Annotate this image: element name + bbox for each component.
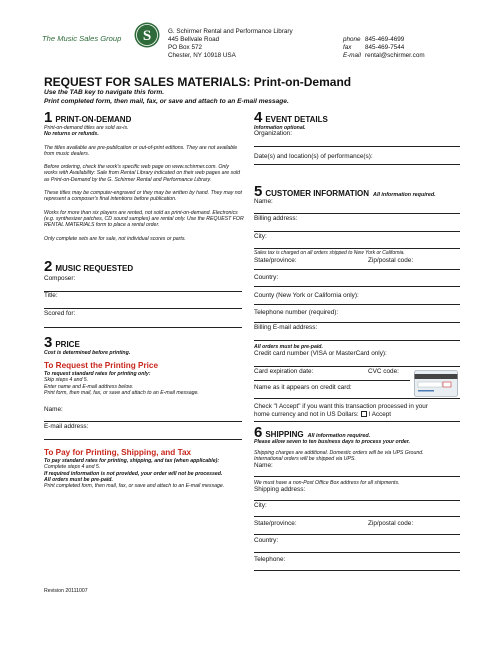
email-value: rental@schirmer.com [365, 52, 425, 59]
text-paragraph: Works for more than six players are rented, not sold as print-on-demand. Electronics (e.g. synthesizer patches, CD sound samples) are rental only. Use the REQUEST FOR RENTAL MATERIALS form to place a rental order. [44, 209, 244, 229]
shipping-city-label: City: [254, 502, 267, 509]
billing-state-label: State/province: [254, 257, 297, 264]
text-line: Enter name and E-mail address below. [44, 383, 134, 390]
scored-for-label: Scored for: [44, 310, 76, 317]
price-email-label: E-mail address: [44, 423, 89, 430]
billing-address-field[interactable] [254, 215, 460, 231]
billing-city-label: City: [254, 233, 267, 240]
text-line: Check "I Accept" if you want this transaction processed in your [254, 403, 428, 410]
text-line: Shipping charges are additional. Domestic orders will be via UPS Ground. [254, 450, 424, 456]
i-accept-checkbox[interactable] [361, 411, 367, 417]
cvc-field[interactable] [368, 368, 410, 380]
credit-card-cvc-icon [414, 370, 458, 397]
name-on-card-field[interactable] [254, 382, 410, 398]
currency-accept-text [254, 403, 428, 419]
form-title: REQUEST FOR SALES MATERIALS: Print-on-Demand [44, 75, 352, 89]
county-field[interactable] [254, 288, 460, 304]
telephone-field[interactable] [254, 306, 460, 322]
card-number-label: Credit card number (VISA or MasterCard only): [254, 350, 387, 357]
price-name-field[interactable] [44, 403, 242, 421]
company-logo [42, 34, 142, 46]
text-line: Print-on-demand titles are sold as-is. [44, 125, 129, 131]
svg-text:S: S [142, 28, 152, 44]
text-line: No returns or refunds. [44, 131, 99, 138]
email-label: E-mail [343, 52, 361, 59]
shipping-country-field[interactable] [254, 536, 460, 552]
card-expiration-label: Card expiration date: [254, 368, 314, 375]
phone-label: phone [343, 36, 361, 43]
telephone-label: Telephone number (required): [254, 309, 339, 316]
text-line: If required information is not provided, your order will not be processed. [44, 470, 223, 477]
shipping-address-label: Shipping address: [254, 486, 306, 493]
shipping-name-label: Name: [254, 462, 273, 469]
billing-zip-label: Zip/postal code: [368, 257, 414, 264]
shipping-state-label: State/province: [254, 520, 297, 527]
customer-name-field[interactable] [254, 198, 460, 213]
event-note: Information optional. [254, 125, 306, 131]
composer-field[interactable] [44, 275, 242, 291]
cvc-label: CVC code: [368, 368, 399, 375]
shipping-zip-field[interactable] [368, 518, 460, 534]
text-line: International orders will be shipped via UPS. [254, 456, 356, 463]
text-paragraph: Before ordering, check the work's specific web page on www.schirmer.com. Only works with Availability: Sale from Rental Library indicated on their web pages are sold as Print-on-Demand by the G. Schirmer Rental and Performance Library. [44, 164, 241, 183]
dates-label: Date(s) and location(s) of performance(s): [254, 153, 373, 160]
billing-country-field[interactable] [254, 270, 460, 286]
section-2-header [44, 258, 133, 276]
pay-text [44, 458, 249, 489]
text-line: Print form, then mail, fax, or save and attach to an E-mail message. [44, 389, 199, 396]
organization-label: Organization: [254, 130, 293, 137]
county-label: County (New York or California only): [254, 292, 359, 299]
billing-country-label: Country: [254, 274, 279, 281]
company-address-block [168, 28, 293, 60]
card-expiration-field[interactable] [254, 368, 364, 380]
billing-email-field[interactable] [254, 324, 460, 340]
shipping-city-field[interactable] [254, 502, 460, 516]
section-1-text [44, 125, 244, 242]
section-title: PRICE [55, 340, 80, 349]
shipping-name-field[interactable] [254, 462, 460, 476]
organization-field[interactable] [254, 130, 460, 146]
revision-note: Revision 20111007 [44, 588, 88, 594]
section-title: SHIPPING [265, 430, 304, 439]
text-paragraph: These titles may be computer-engraved or they may be written by hand. They may not represent a composer's final intentions before publication. [44, 190, 242, 203]
card-number-field[interactable] [254, 350, 460, 366]
shipping-zip-label: Zip/postal code: [368, 520, 414, 527]
fax-label: fax [343, 44, 352, 51]
form-subtitle: Print completed form, then mail, fax, or save and attach to an E-mail message. [44, 98, 289, 105]
price-note: Cost is determined before printing. [44, 350, 131, 356]
billing-state-field[interactable] [254, 257, 364, 269]
name-on-card-label: Name as it appears on credit card: [254, 384, 352, 391]
text-line: All orders must be pre-paid. [44, 476, 113, 483]
section-number: 1 [44, 109, 53, 126]
section-number: 3 [44, 334, 53, 351]
contact-block [343, 36, 425, 60]
text-paragraph: Only complete sets are for sale, not individual scores or parts. [44, 235, 186, 242]
po-box-note: We must have a non-Post Office Box address for all shipments. [254, 480, 400, 486]
price-email-field[interactable] [44, 423, 242, 439]
section-title: CUSTOMER INFORMATION [265, 189, 370, 198]
text-line: To request standard rates for printing only: [44, 371, 151, 377]
request-price-heading: To Request the Printing Price [44, 361, 159, 370]
billing-city-field[interactable] [254, 233, 460, 248]
shipping-country-label: Country: [254, 537, 279, 544]
text-paragraph: The titles available are pre-publication or out-of-print editions. They are not available from music dealers. [44, 144, 238, 157]
section-number: 2 [44, 258, 53, 275]
shipping-charges-note [254, 450, 424, 463]
shipping-state-field[interactable] [254, 518, 364, 534]
billing-address-label: Billing address: [254, 215, 298, 222]
pay-heading: To Pay for Printing, Shipping, and Tax [44, 448, 192, 457]
section-note: All information required. [373, 192, 436, 198]
text-line: Print completed form, then mail, fax, or save and attach to an E-mail message. [44, 483, 225, 490]
fax-value: 845-469-7544 [365, 44, 405, 51]
text-line: home currency and not in US Dollars: [254, 411, 359, 418]
section-number: 4 [254, 109, 263, 126]
price-name-label: Name: [44, 406, 63, 413]
shipping-address-field[interactable] [254, 486, 460, 500]
composer-label: Composer: [44, 275, 76, 282]
shipping-telephone-label: Telephone: [254, 556, 286, 563]
dates-field[interactable] [254, 148, 460, 164]
section-title: PRINT-ON-DEMAND [55, 115, 132, 124]
address-line: 445 Bellvale Road [168, 36, 220, 43]
text-line: Skip steps 4 and 5. [44, 377, 89, 384]
prepaid-note: All orders must be pre-paid. [254, 344, 323, 350]
billing-email-label: Billing E-mail address: [254, 324, 318, 331]
address-line: Chester, NY 10918 USA [168, 52, 236, 59]
section-title: EVENT DETAILS [265, 115, 328, 124]
billing-zip-field[interactable] [368, 257, 460, 269]
customer-name-label: Name: [254, 198, 273, 205]
section-note: All information required. [307, 433, 371, 439]
section-number: 5 [254, 183, 263, 200]
request-price-text [44, 371, 249, 396]
shipping-telephone-field[interactable] [254, 554, 460, 570]
phone-value: 845-469-4699 [365, 36, 405, 43]
sales-tax-note: Sales tax is charged on all orders shipped to New York or California. [254, 250, 405, 256]
logo-text: The Music Sales Group [42, 34, 122, 43]
scored-for-field[interactable] [44, 310, 242, 327]
address-line: PO Box 572 [168, 44, 202, 51]
text-line: Complete steps 4 and 5. [44, 464, 101, 471]
section-number: 6 [254, 424, 263, 441]
title-field[interactable] [44, 292, 242, 308]
schirmer-seal-icon [134, 22, 160, 48]
form-subtitle: Use the TAB key to navigate this form. [44, 89, 165, 96]
title-label: Title: [44, 292, 58, 299]
i-accept-label: I Accept [368, 411, 392, 418]
section-title: MUSIC REQUESTED [55, 264, 134, 273]
processing-note: Please allow seven to ten business days to process your order. [254, 439, 410, 445]
company-name: G. Schirmer Rental and Performance Library [168, 28, 293, 35]
text-line: To pay standard rates for printing, shipping, and tax (when applicable): [44, 458, 220, 464]
